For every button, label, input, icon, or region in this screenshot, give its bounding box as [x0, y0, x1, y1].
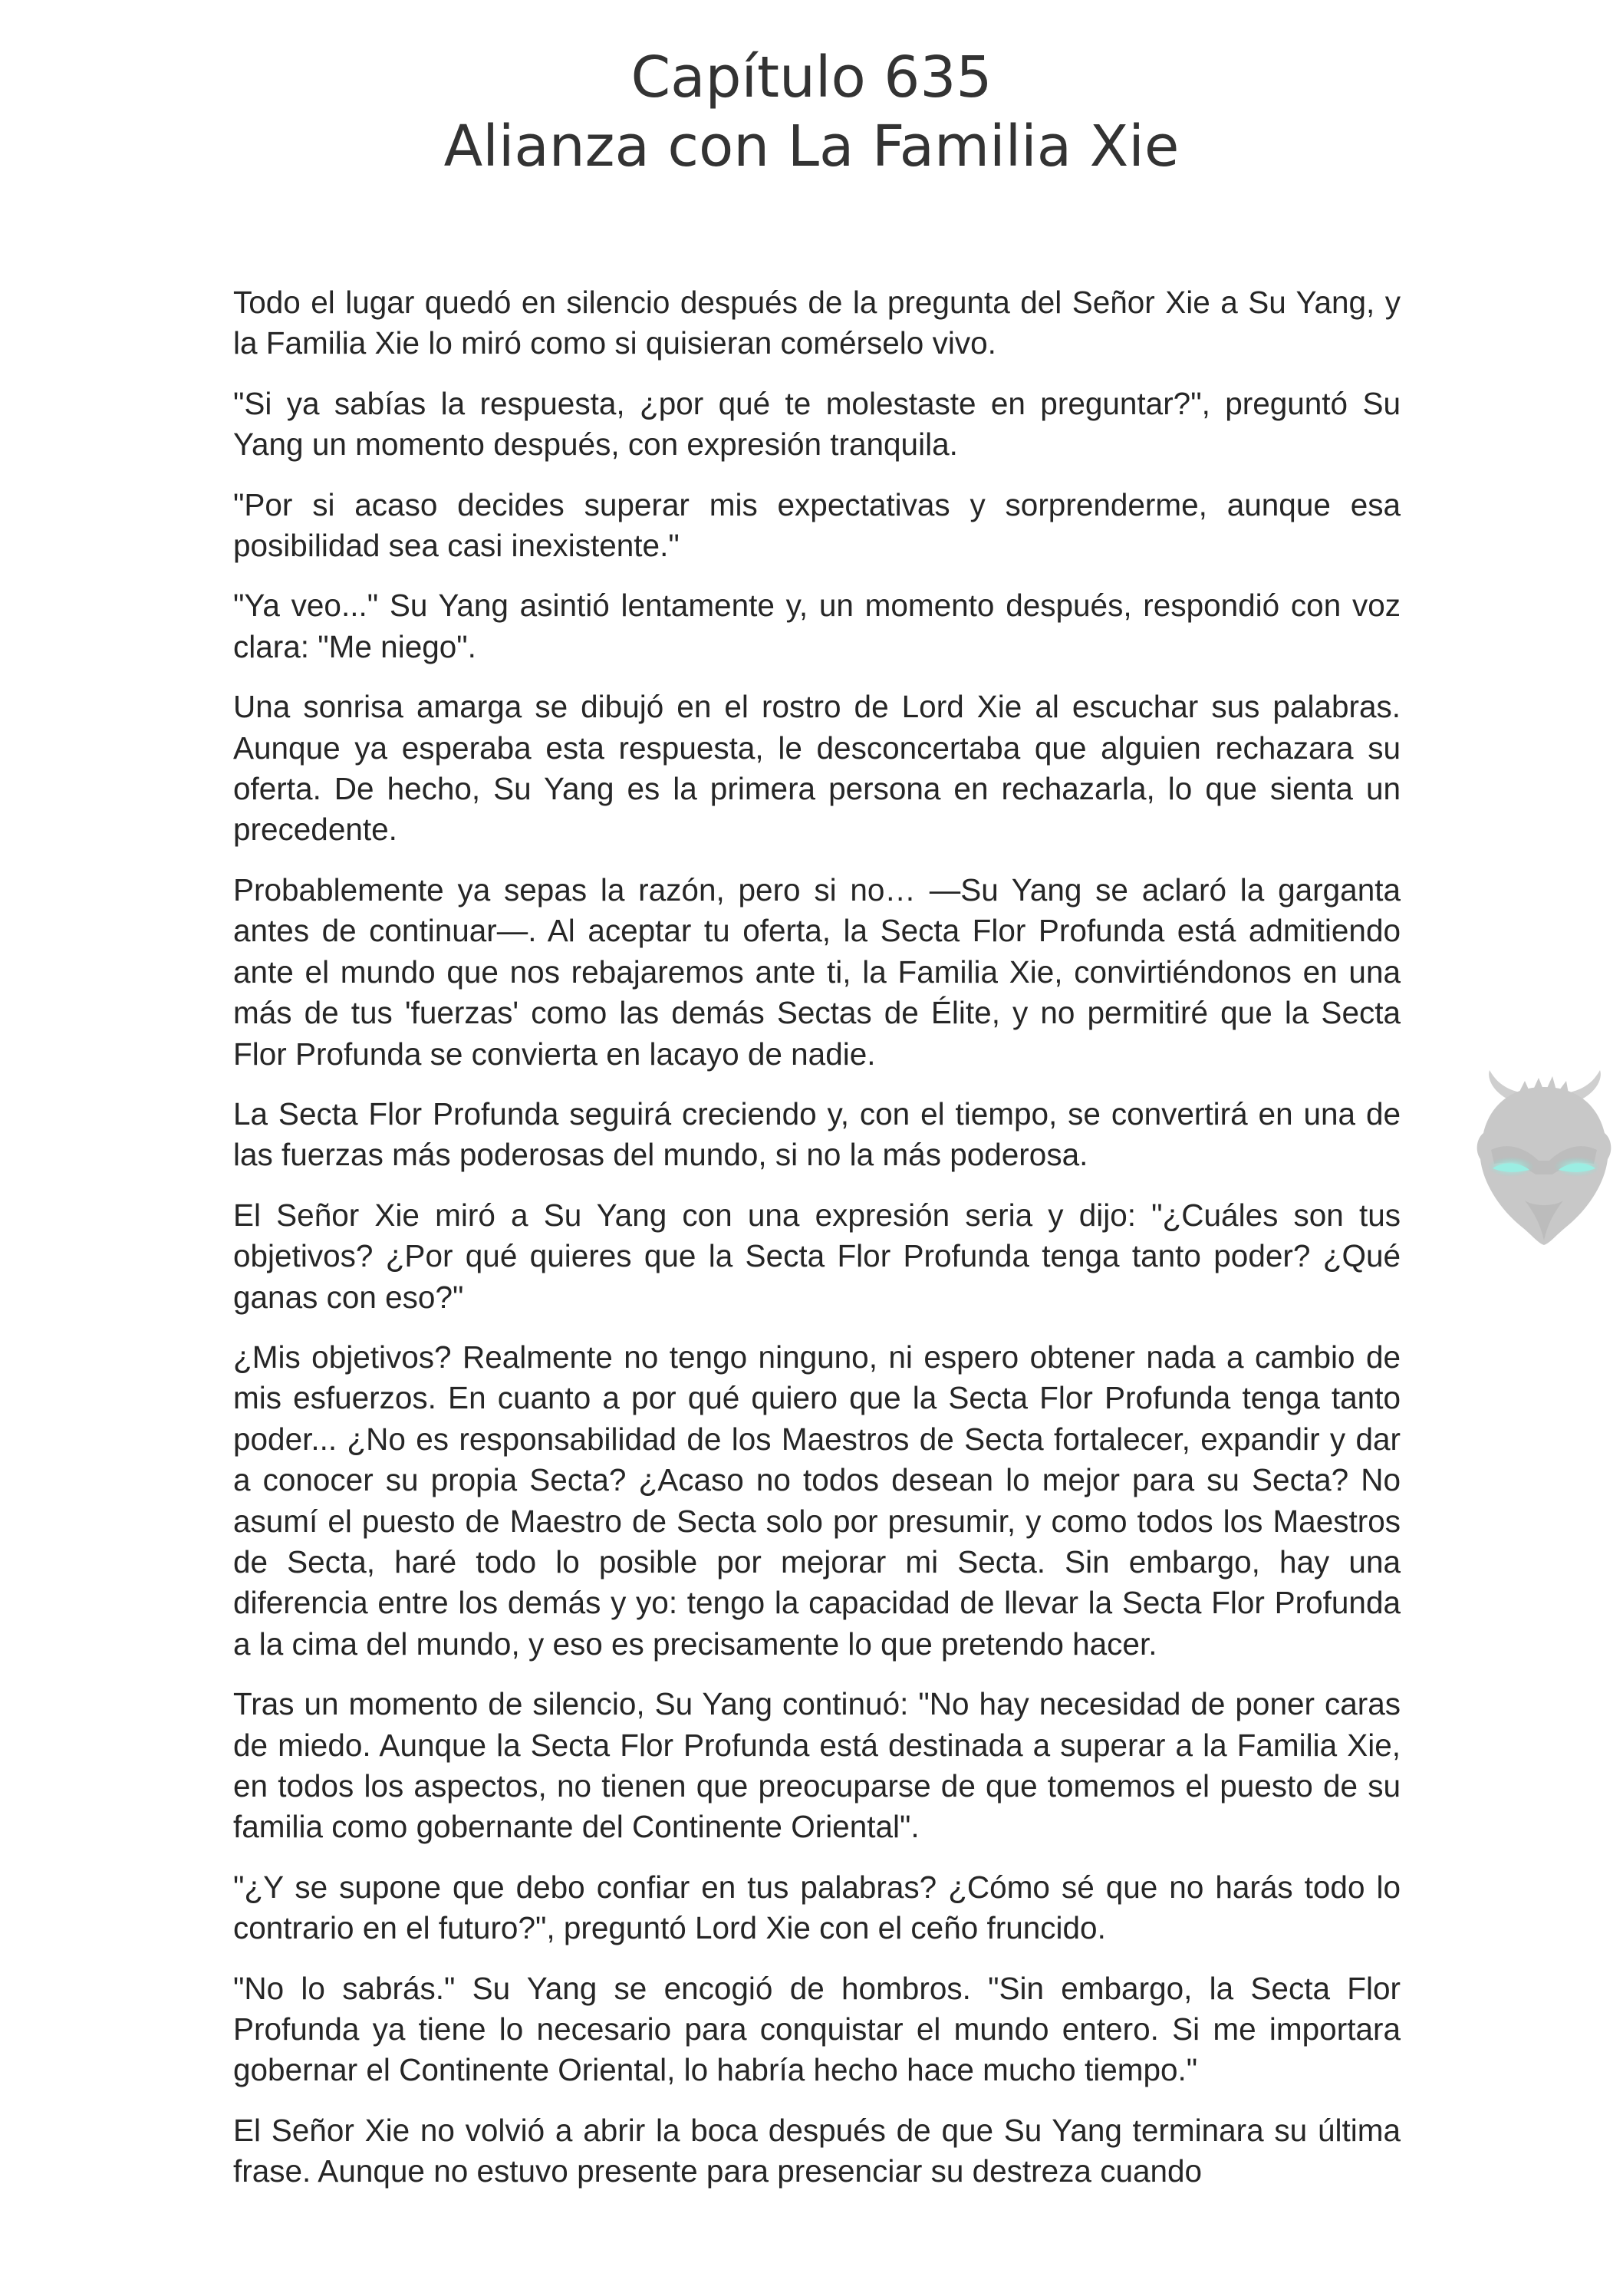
chapter-heading	[0, 43, 1623, 182]
paragraph: Una sonrisa amarga se dibujó en el rostro de Lord Xie al escuchar sus palabras. Aunque ya esperaba esta respuesta, le desconcertaba que alguien rechazara su oferta. De hecho, Su Yang es la primera persona en rechazarla, lo que sienta un precedente.	[233, 689, 1401, 848]
chapter-title: Alianza con La Familia Xie	[443, 114, 1180, 180]
chapter-number: Capítulo 635	[630, 44, 993, 110]
paragraph: "Si ya sabías la respuesta, ¿por qué te molestaste en preguntar?", preguntó Su Yang un momento después, con expresión tranquila.	[233, 385, 1401, 463]
paragraph: El Señor Xie no volvió a abrir la boca después de que Su Yang terminara su última frase. Aunque no estuvo presente para presenciar su destreza cuando	[233, 2112, 1401, 2189]
paragraph: Todo el lugar quedó en silencio después de la pregunta del Señor Xie a Su Yang, y la Familia Xie lo miró como si quisieran comérselo vivo.	[233, 285, 1401, 361]
paragraph: ¿Mis objetivos? Realmente no tengo ninguno, ni espero obtener nada a cambio de mis esfuerzos. En cuanto a por qué quiero que la Secta Flor Profunda tenga tanto poder... ¿No es responsabilidad de los Maestros de Secta fortalecer, expandir y dar a conocer su propia Secta? ¿Acaso no todos desean lo mejor para su Secta? No asumí el puesto de Maestro de Secta solo por presumir, y como todos los Maestros de Secta, haré todo lo posible por mejorar mi Secta. Sin embargo, hay una diferencia entre los demás y yo: tengo la capacidad de llevar la Secta Flor Profunda a la cima del mundo, y eso es precisamente lo que pretendo hacer.	[233, 1339, 1401, 1662]
paragraph: "No lo sabrás." Su Yang se encogió de hombros. "Sin embargo, la Secta Flor Profunda ya tiene lo necesario para conquistar el mundo entero. Si me importara gobernar el Continente Oriental, lo habría hecho hace mucho tiempo."	[233, 1970, 1401, 2088]
paragraph: "Por si acaso decides superar mis expectativas y sorprenderme, aunque esa posibilidad sea casi inexistente."	[233, 486, 1401, 564]
demon-head-icon	[1463, 1070, 1623, 1247]
paragraph: Probablemente ya sepas la razón, pero si no… —Su Yang se aclaró la garganta antes de continuar—. Al aceptar tu oferta, la Secta Flor Profunda está admitiendo ante el mundo que nos rebajaremos ante ti, la Familia Xie, convirtiéndonos en una más de tus 'fuerzas' como las demás Sectas de Élite, y no permitiré que la Secta Flor Profunda se convierta en lacayo de nadie.	[233, 871, 1401, 1072]
paragraph: La Secta Flor Profunda seguirá creciendo y, con el tiempo, se convertirá en una de las fuerzas más poderosas del mundo, si no la más poderosa.	[233, 1095, 1401, 1173]
paragraph: El Señor Xie miró a Su Yang con una expresión seria y dijo: "¿Cuáles son tus objetivos? ¿Por qué quieres que la Secta Flor Profunda tenga tanto poder? ¿Qué ganas con eso?"	[233, 1197, 1401, 1315]
paragraph: Tras un momento de silencio, Su Yang continuó: "No hay necesidad de poner caras de miedo. Aunque la Secta Flor Profunda está destinada a superar a la Familia Xie, en todos los aspectos, no tienen que preocuparse de que tomemos el puesto de su familia como gobernante del Continente Oriental".	[233, 1686, 1401, 1845]
chapter-body	[233, 282, 1401, 2212]
paragraph: "¿Y se supone que debo confiar en tus palabras? ¿Cómo sé que no harás todo lo contrario en el futuro?", preguntó Lord Xie con el ceño fruncido.	[233, 1869, 1401, 1946]
paragraph: "Ya veo..." Su Yang asintió lentamente y, un momento después, respondió con voz clara: "Me niego".	[233, 588, 1401, 664]
